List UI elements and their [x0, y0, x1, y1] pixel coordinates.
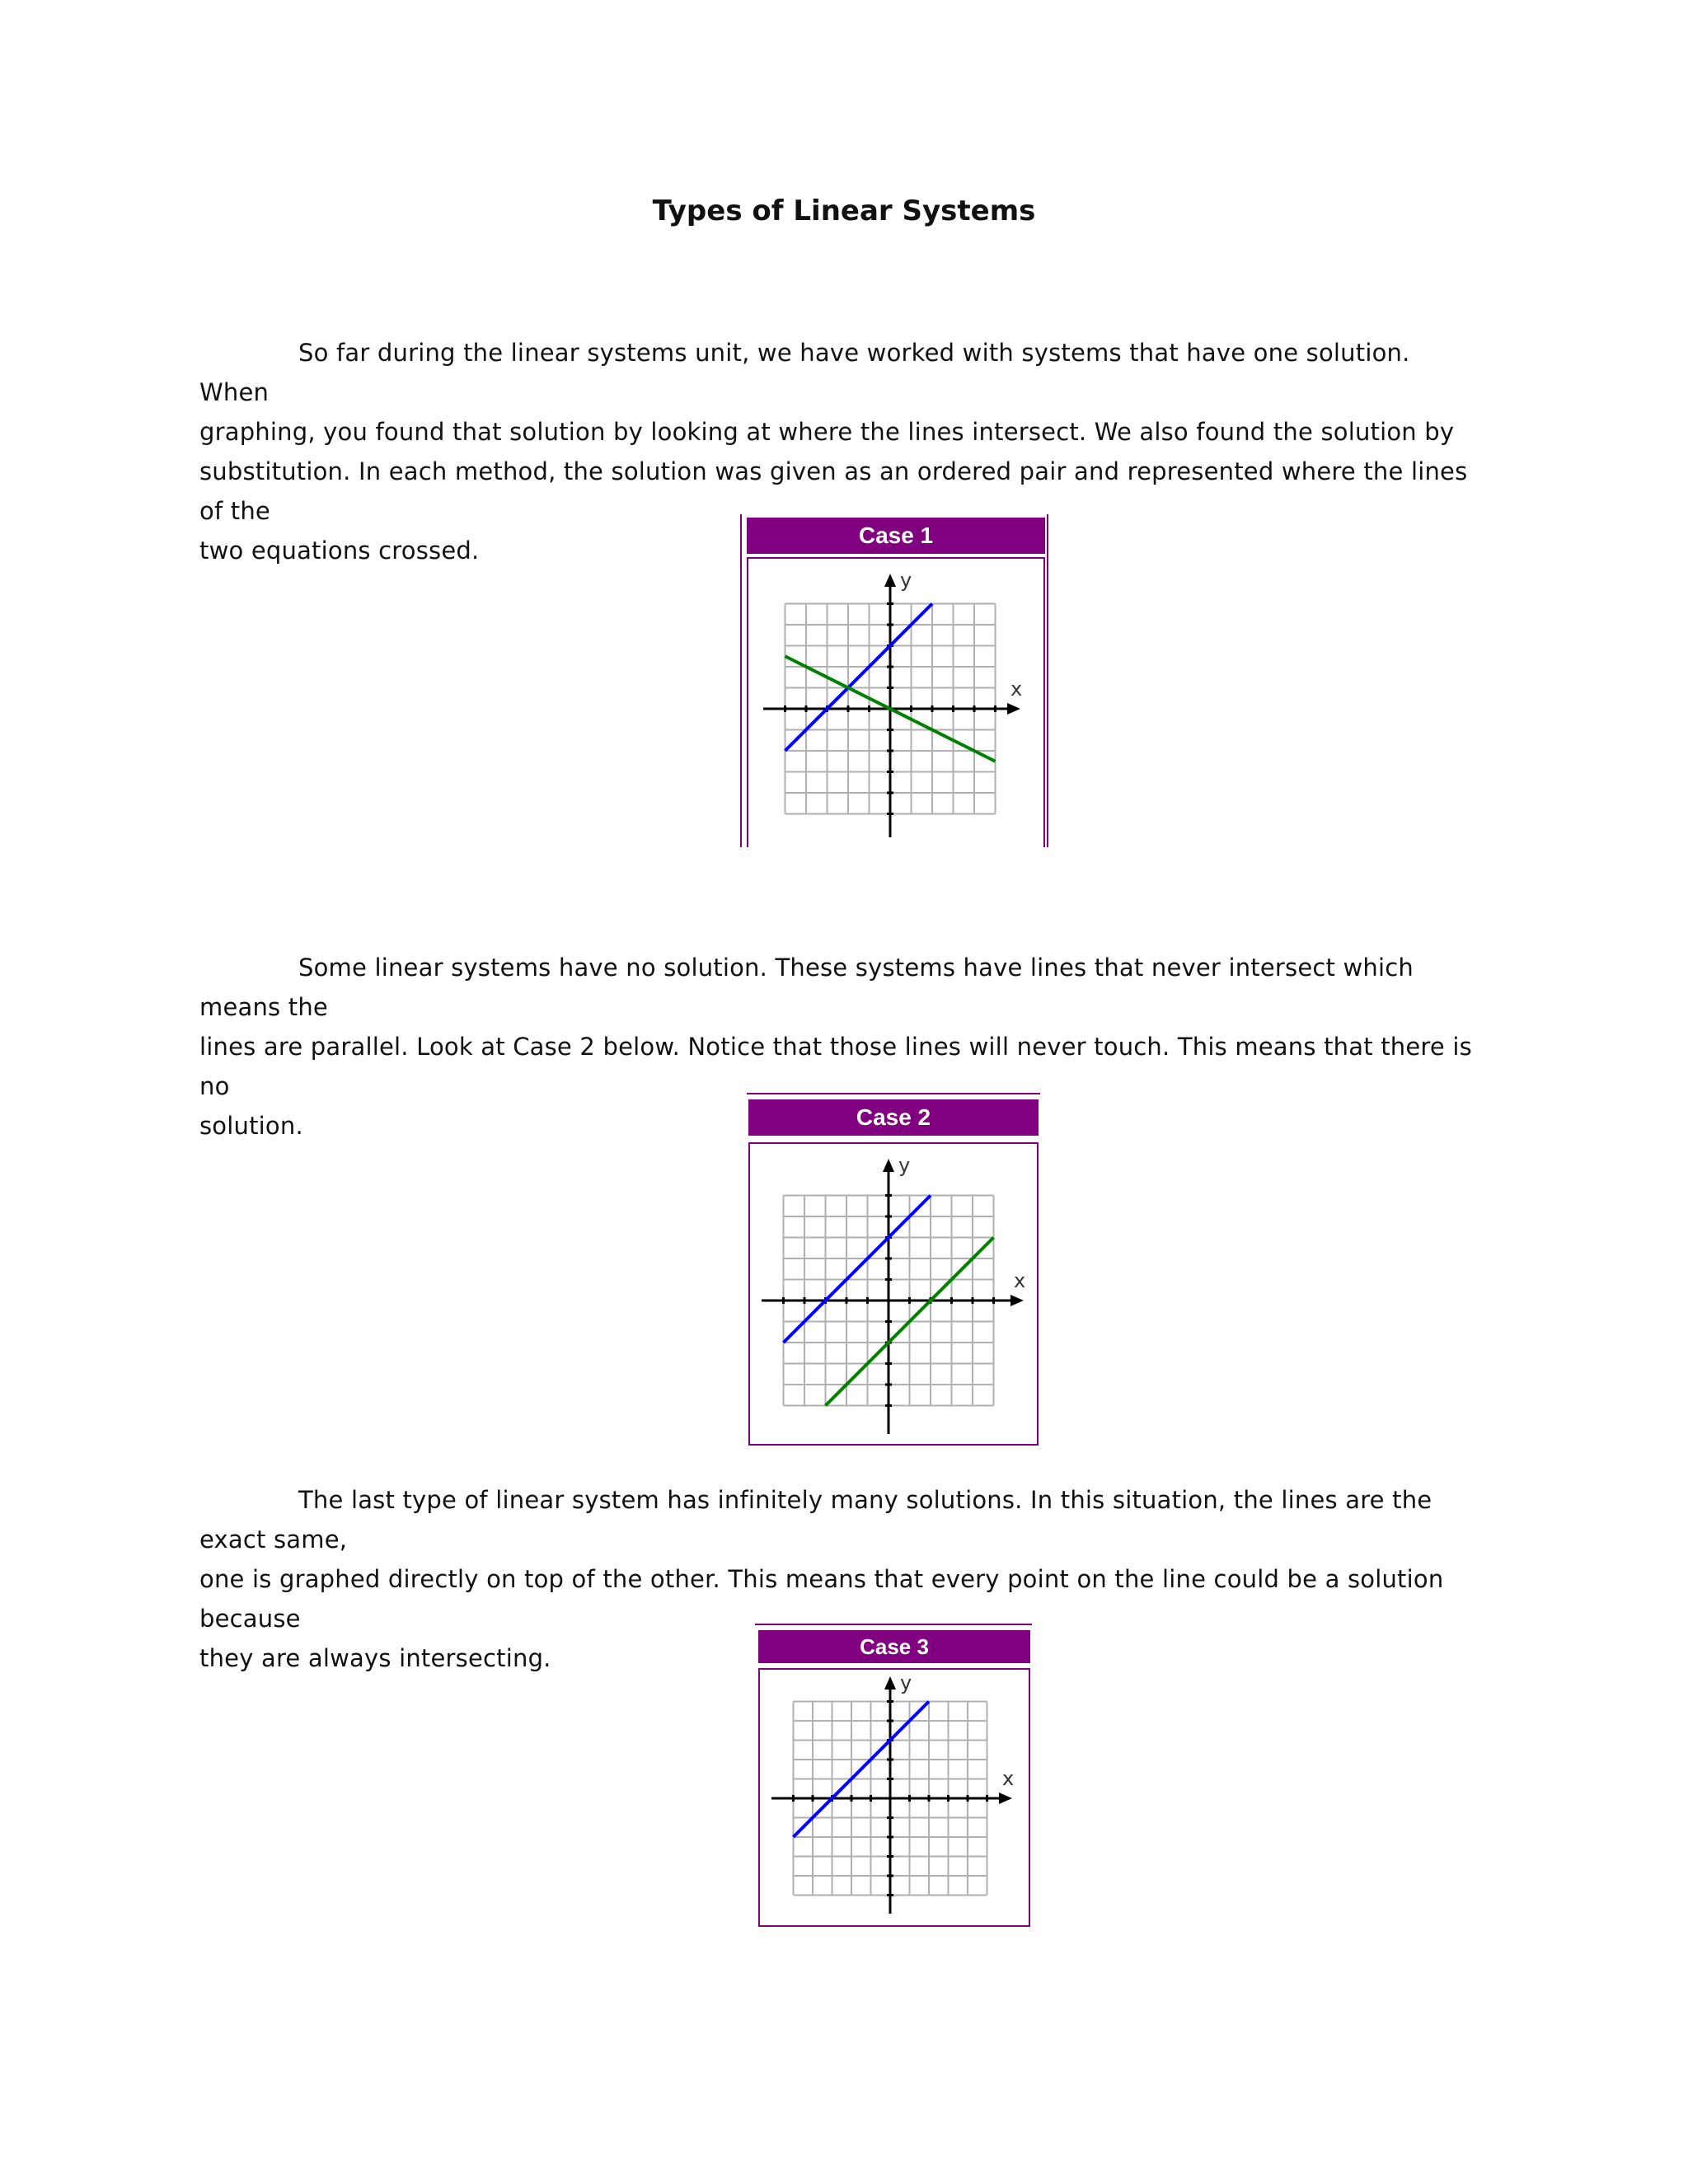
graph-line-1 — [794, 1702, 930, 1838]
graph-line-1 — [785, 604, 933, 752]
x-axis-label: x — [1002, 1767, 1015, 1790]
case-3-graph — [755, 1624, 1032, 1927]
case-3-header: Case 3 — [758, 1630, 1030, 1663]
paragraph-line: substitution. In each method, the solution was given as an ordered pair and represented where the lines of the — [199, 457, 1468, 525]
paragraph-line: they are always intersecting. — [199, 1644, 551, 1672]
y-axis-label: y — [900, 1671, 912, 1694]
case-1-header: Case 1 — [747, 518, 1045, 554]
case-2-graph — [747, 1093, 1040, 1446]
paragraph-line: The last type of linear system has infinitely many solutions. In this situation, the lines are the exact same, — [199, 1486, 1432, 1554]
paragraph-line: solution. — [199, 1112, 303, 1140]
case-2-figure — [747, 1093, 1040, 1446]
paragraph-line: So far during the linear systems unit, we have worked with systems that have one solution. When — [199, 339, 1410, 406]
paragraph-line: two equations crossed. — [199, 537, 480, 565]
x-axis-arrow — [999, 1793, 1012, 1804]
y-axis-arrow — [883, 1159, 894, 1172]
page-title: Types of Linear Systems — [652, 194, 1036, 227]
y-axis-label: y — [900, 569, 912, 592]
y-axis-arrow — [884, 574, 896, 587]
case-1-figure — [740, 514, 1048, 847]
case-2-header: Case 2 — [748, 1099, 1039, 1136]
x-axis-label: x — [1010, 677, 1023, 701]
x-axis-arrow — [1010, 1295, 1024, 1306]
case-3-figure — [755, 1624, 1032, 1927]
x-axis-arrow — [1007, 703, 1020, 715]
y-axis-arrow — [884, 1676, 896, 1690]
paragraph-line: one is graphed directly on top of the other. This means that every point on the line could be a solution because — [199, 1565, 1444, 1633]
paragraph-line: lines are parallel. Look at Case 2 below. Notice that those lines will never touch. This means that there is no — [199, 1033, 1472, 1100]
paragraph-line: Some linear systems have no solution. These systems have lines that never intersect which means the — [199, 954, 1414, 1021]
paragraph-line: graphing, you found that solution by looking at where the lines intersect. We also found the solution by — [199, 418, 1455, 446]
x-axis-label: x — [1014, 1269, 1026, 1292]
case-1-graph — [740, 514, 1048, 847]
y-axis-label: y — [898, 1154, 911, 1177]
